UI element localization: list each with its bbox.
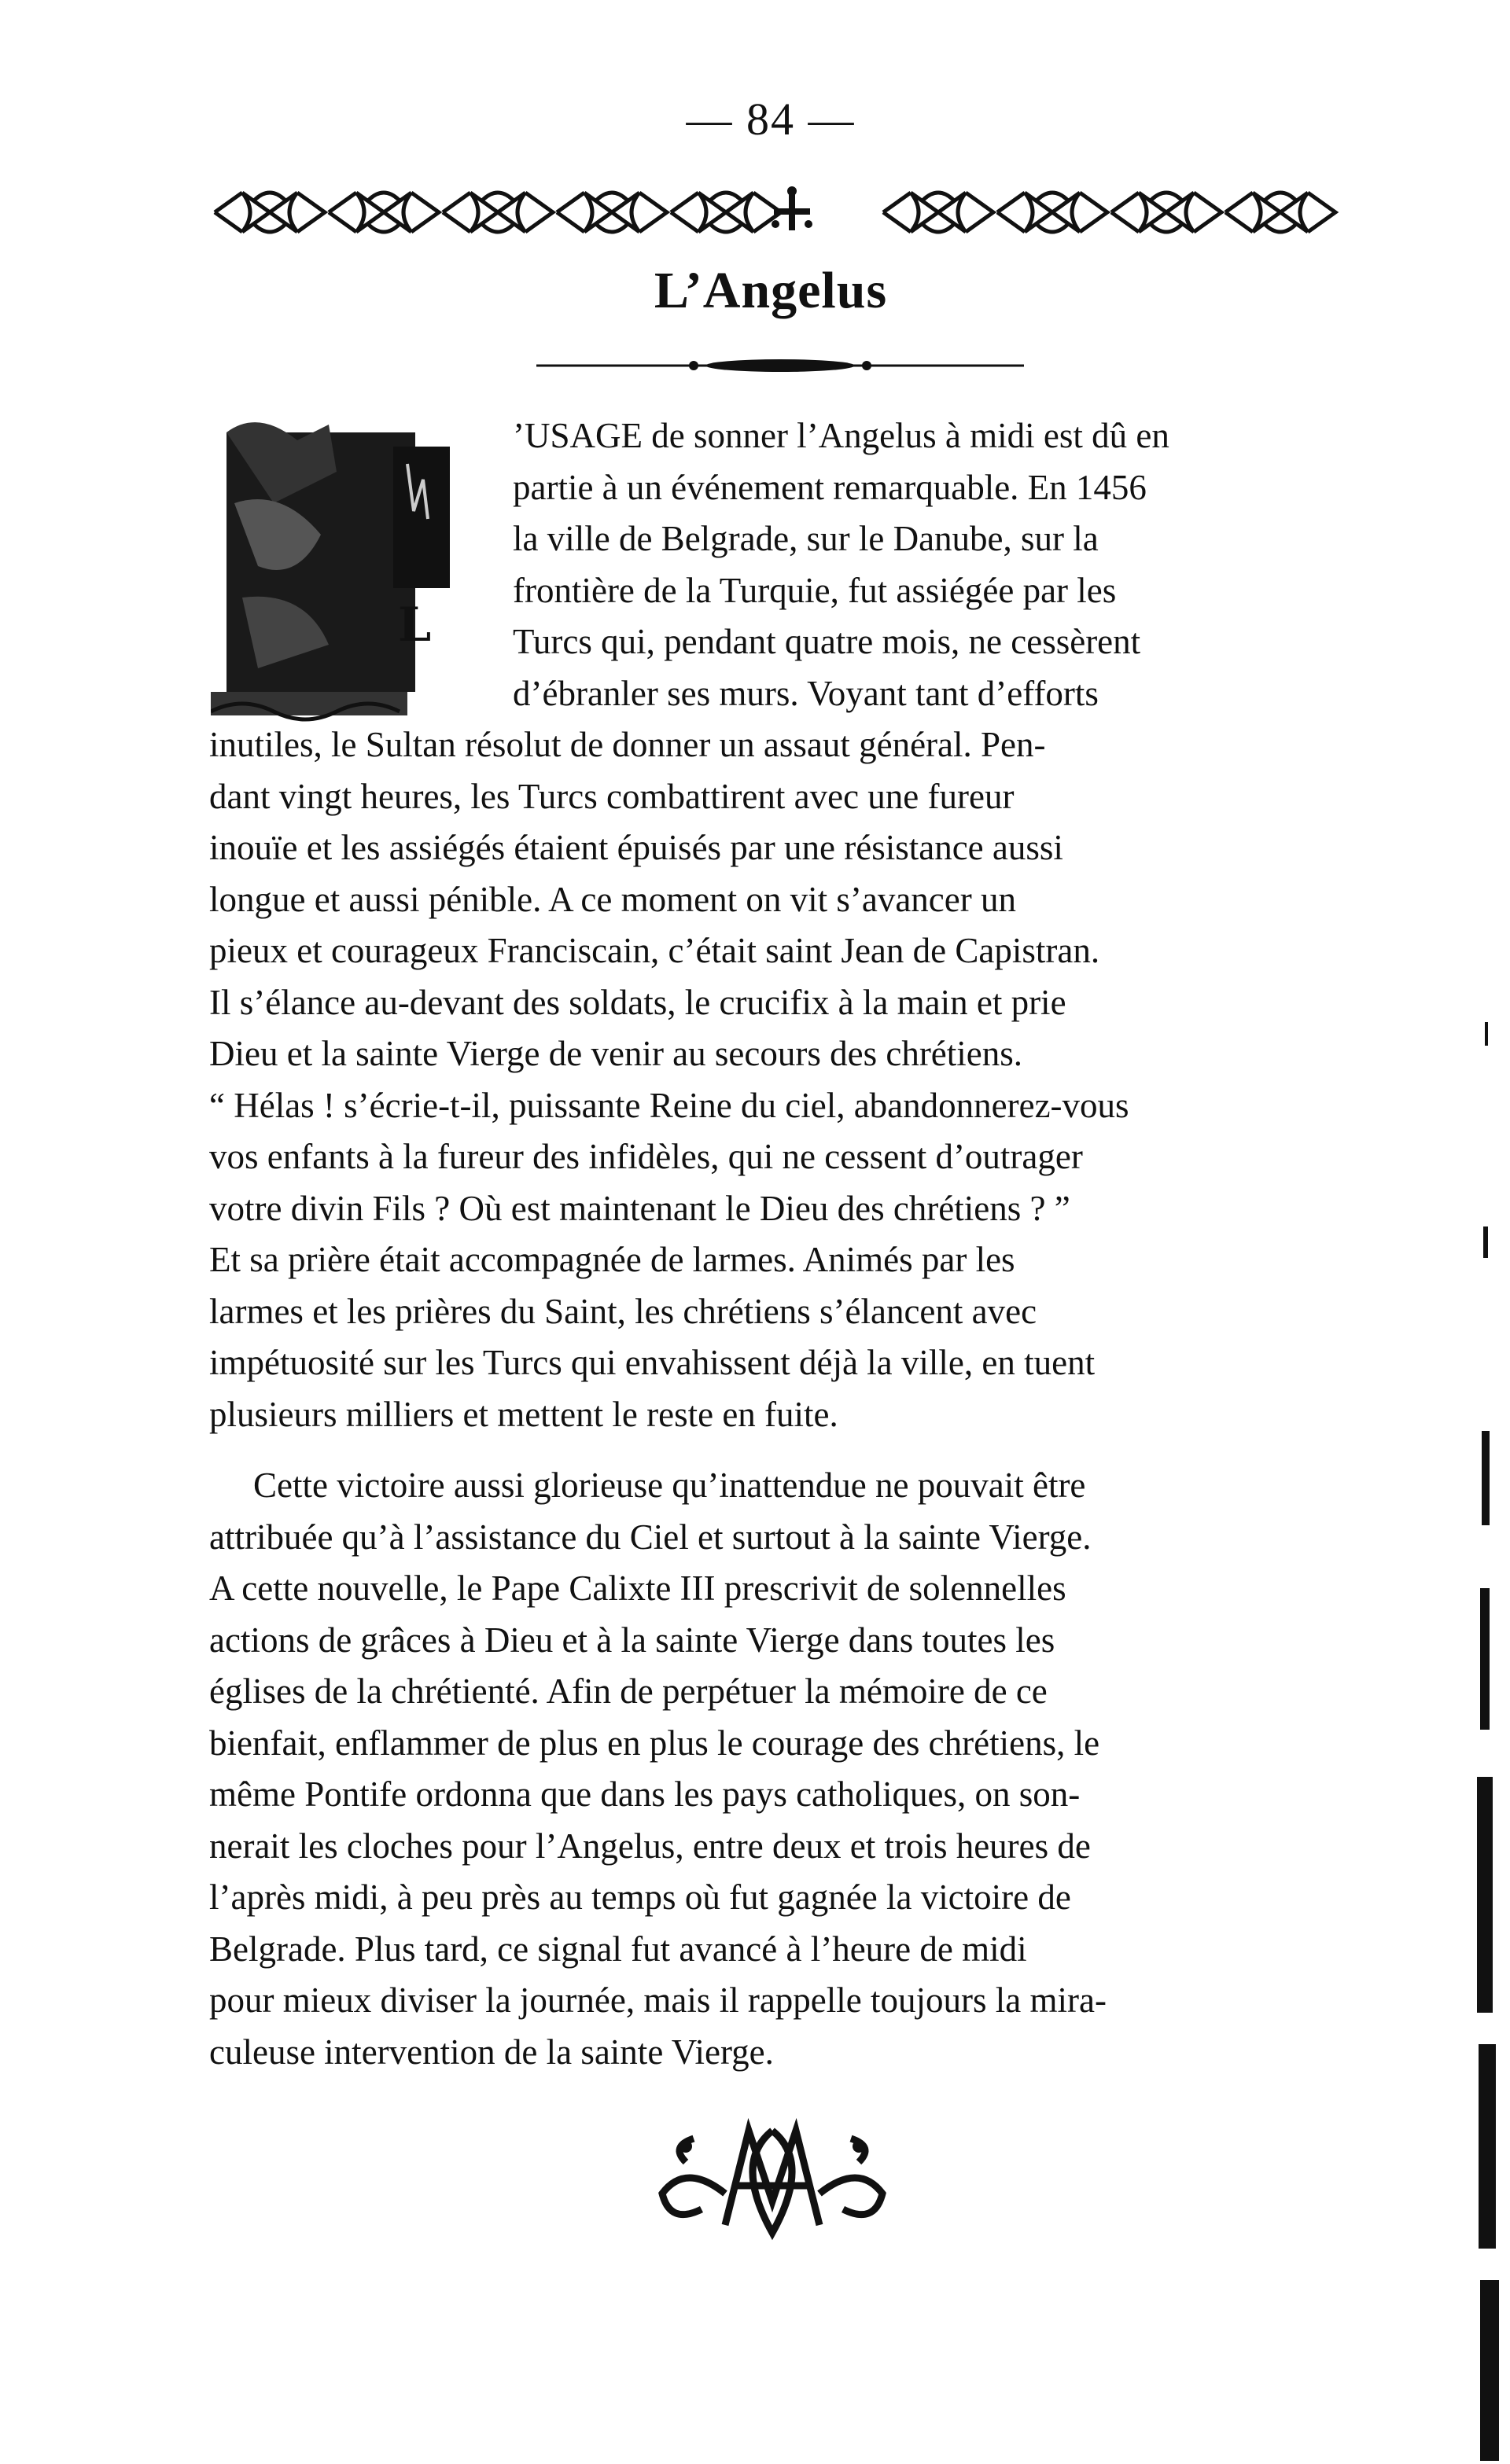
text-line: impétuosité sur les Turcs qui envahissent déjà la ville, en tuent xyxy=(209,1343,1096,1382)
text-line: Cette victoire aussi glorieuse qu’inattendue ne pouvait être xyxy=(253,1466,1086,1505)
decorative-header-band xyxy=(211,185,1351,240)
page-number: — 84 — xyxy=(686,94,856,145)
text-line: A cette nouvelle, le Pape Calixte III prescrivit de solennelles xyxy=(209,1569,1066,1608)
text-line: d’ébranler ses murs. Voyant tant d’efforts xyxy=(513,673,1099,713)
text-line: attribuée qu’à l’assistance du Ciel et surtout à la sainte Vierge. xyxy=(209,1517,1092,1557)
text-line: votre divin Fils ? Où est maintenant le Dieu des chrétiens ? ” xyxy=(209,1188,1070,1228)
text-line: frontière de la Turquie, fut assiégée par les xyxy=(513,570,1117,610)
drop-cap-letter: L xyxy=(398,598,432,653)
text-line: “ Hélas ! s’écrie-t-il, puissante Reine du ciel, abandonnerez-vous xyxy=(209,1085,1129,1125)
text-line: plusieurs milliers et mettent le reste en fuite. xyxy=(209,1394,838,1434)
text-line: pieux et courageux Franciscain, c’était saint Jean de Capistran. xyxy=(209,931,1100,970)
chapter-title: L’Angelus xyxy=(654,262,888,319)
paragraph-2 xyxy=(209,1460,1346,2078)
text-line: bienfait, enflammer de plus en plus le courage des chrétiens, le xyxy=(209,1723,1100,1763)
marian-monogram-ornament xyxy=(639,2115,906,2241)
text-line: inutiles, le Sultan résolut de donner un assaut général. Pen- xyxy=(209,725,1046,764)
scan-edge-artifact xyxy=(1461,1022,1501,2461)
text-line: dant vingt heures, les Turcs combattirent avec une fureur xyxy=(209,776,1015,816)
text-line: Et sa prière était accompagnée de larmes. Animés par les xyxy=(209,1240,1015,1279)
paragraph-1 xyxy=(209,719,1346,1440)
text-line: Belgrade. Plus tard, ce signal fut avancé à l’heure de midi xyxy=(209,1929,1027,1969)
text-line: pour mieux diviser la journée, mais il rappelle toujours la mira- xyxy=(209,1980,1107,2020)
text-line: l’après midi, à peu près au temps où fut gagnée la victoire de xyxy=(209,1877,1071,1917)
text-line: larmes et les prières du Saint, les chrétiens s’élancent avec xyxy=(209,1291,1037,1331)
text-line: Turcs qui, pendant quatre mois, ne cessèrent xyxy=(513,622,1141,661)
text-line: longue et aussi pénible. A ce moment on vit s’avancer un xyxy=(209,879,1016,919)
text-line: nerait les cloches pour l’Angelus, entre deux et trois heures de xyxy=(209,1826,1091,1866)
text-line: ’USAGE de sonner l’Angelus à midi est dû en xyxy=(513,416,1169,455)
illustrated-drop-cap xyxy=(211,409,494,723)
title-divider xyxy=(536,354,1024,377)
text-line: inouïe et les assiégés étaient épuisés par une résistance aussi xyxy=(209,828,1063,867)
text-line: culeuse intervention de la sainte Vierge. xyxy=(209,2032,774,2072)
opening-lines xyxy=(513,410,1346,719)
text-line: Il s’élance au-devant des soldats, le crucifix à la main et prie xyxy=(209,982,1066,1022)
text-line: partie à un événement remarquable. En 1456 xyxy=(513,467,1147,507)
text-line: vos enfants à la fureur des infidèles, qui ne cessent d’outrager xyxy=(209,1137,1083,1176)
text-line: même Pontife ordonna que dans les pays catholiques, on son- xyxy=(209,1774,1081,1814)
text-line: la ville de Belgrade, sur le Danube, sur la xyxy=(513,519,1099,558)
text-line: églises de la chrétienté. Afin de perpétuer la mémoire de ce xyxy=(209,1671,1048,1711)
text-line: actions de grâces à Dieu et à la sainte Vierge dans toutes les xyxy=(209,1620,1055,1660)
text-line: Dieu et la sainte Vierge de venir au secours des chrétiens. xyxy=(209,1034,1023,1073)
